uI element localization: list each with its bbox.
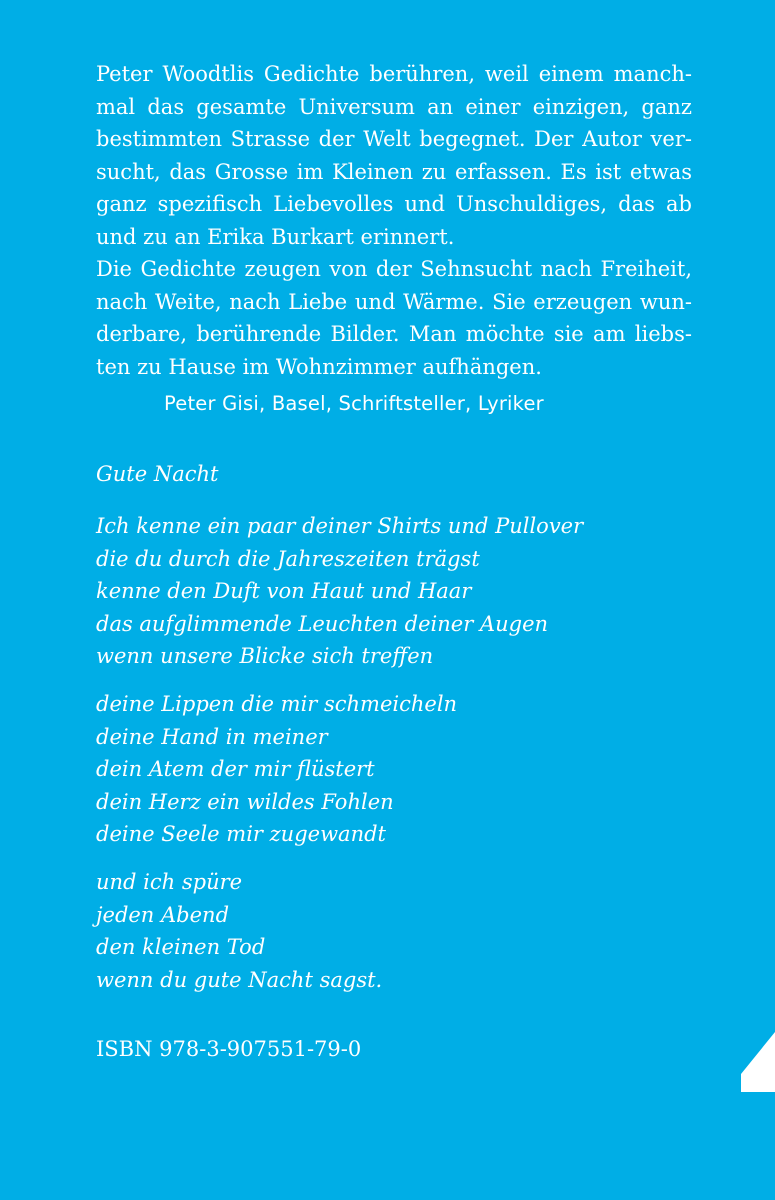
poem-stanza-2 bbox=[96, 688, 457, 851]
review-blurb bbox=[96, 58, 692, 383]
poem-line: dein Herz ein wildes Fohlen bbox=[96, 789, 394, 814]
poem-line: das aufglimmende Leuchten deiner Augen bbox=[96, 611, 549, 636]
poem-line: deine Seele mir zugewandt bbox=[96, 822, 386, 846]
review-paragraph-2: Die Gedichte zeugen von der Sehnsucht nach Freiheit, nach Weite, nach Liebe und Wärme. Sie erzeugen wunderbare, berührende Bilder. Man möchte sie am liebsten zu Hause im Wohnzimmer aufhängen. bbox=[96, 257, 692, 379]
review-attribution: Peter Gisi, Basel, Schriftsteller, Lyriker bbox=[164, 392, 544, 415]
poem-line: deine Lippen die mir schmeicheln bbox=[96, 692, 458, 716]
isbn-number: ISBN 978-3-907551-79-0 bbox=[96, 1037, 362, 1061]
poem-line: dein Atem der mir flüstert bbox=[96, 757, 375, 781]
poem-line: wenn du gute Nacht sagst. bbox=[96, 967, 383, 992]
poem-line: die du durch die Jahreszeiten trägst bbox=[96, 546, 480, 571]
poem-line: Ich kenne ein paar deiner Shirts und Pullover bbox=[96, 514, 584, 538]
poem-stanza-1 bbox=[96, 510, 583, 673]
poem-line: kenne den Duft von Haut und Haar bbox=[96, 579, 472, 603]
poem-title: Gute Nacht bbox=[96, 462, 219, 486]
poem-line: wenn unsere Blicke sich treffen bbox=[96, 644, 434, 668]
poem-line: deine Hand in meiner bbox=[96, 724, 328, 749]
poem-line: jeden Abend bbox=[96, 902, 230, 927]
poem-line: und ich spüre bbox=[96, 870, 243, 894]
publisher-edge-mark bbox=[741, 1032, 775, 1092]
review-paragraph-1: Peter Woodtlis Gedichte berühren, weil einem manchmal das gesamte Universum an einer einzigen, ganz bestimmten Strasse der Welt begegnet. Der Autor versucht, das Grosse im Kleinen zu erfassen. Es ist etwas ganz spezifisch Liebevolles und Unschuldiges, das ab und zu an Erika Burkart erinnert. bbox=[96, 62, 692, 249]
poem-line: den kleinen Tod bbox=[96, 935, 266, 959]
poem-stanza-3 bbox=[96, 866, 382, 996]
